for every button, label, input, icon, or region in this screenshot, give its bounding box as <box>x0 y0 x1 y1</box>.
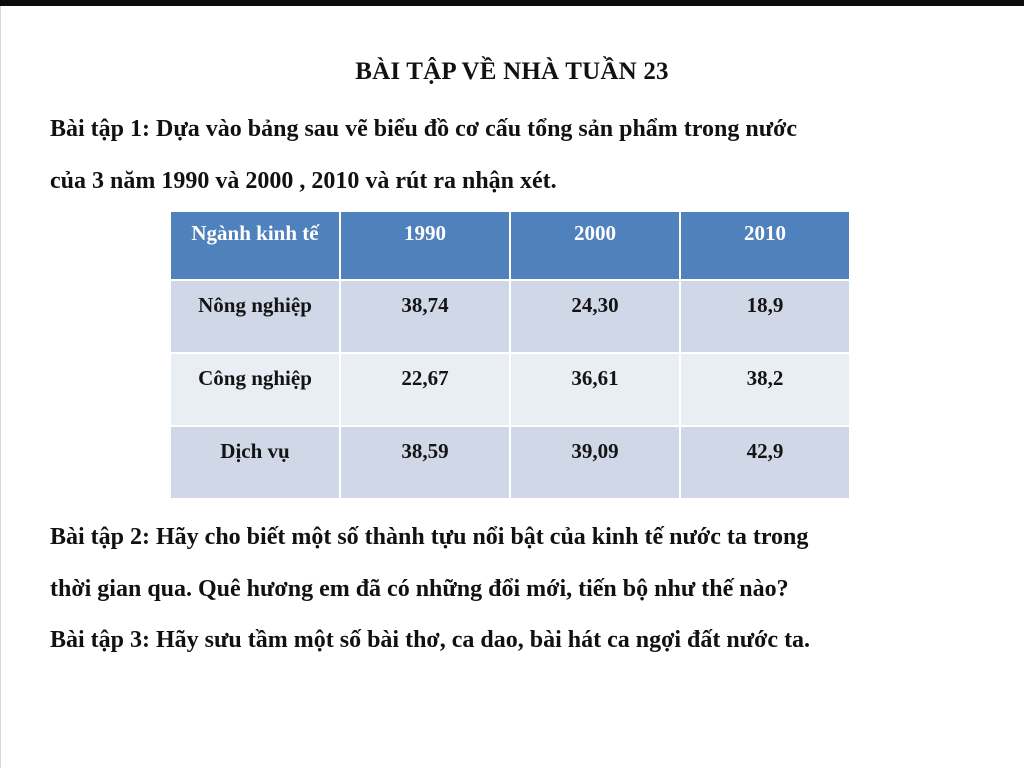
cell-value: 18,9 <box>680 280 850 353</box>
cell-value: 38,74 <box>340 280 510 353</box>
cell-sector: Nông nghiệp <box>170 280 340 353</box>
table-row <box>170 280 850 353</box>
cell-sector: Công nghiệp <box>170 353 340 426</box>
header-year-2000: 2000 <box>510 211 680 280</box>
table-row <box>170 426 850 499</box>
gdp-structure-table <box>169 210 851 500</box>
cell-value: 36,61 <box>510 353 680 426</box>
table-header-row <box>170 211 850 280</box>
cell-sector: Dịch vụ <box>170 426 340 499</box>
header-sector: Ngành kinh tế <box>170 211 340 280</box>
top-border <box>0 0 1024 6</box>
cell-value: 22,67 <box>340 353 510 426</box>
cell-value: 38,59 <box>340 426 510 499</box>
header-year-2010: 2010 <box>680 211 850 280</box>
exercise-2-line-2: thời gian qua. Quê hương em đã có những đổi mới, tiến bộ như thế nào? <box>50 576 789 602</box>
cell-value: 42,9 <box>680 426 850 499</box>
table-row <box>170 353 850 426</box>
header-year-1990: 1990 <box>340 211 510 280</box>
left-border <box>0 6 1 768</box>
exercise-3-line-1: Bài tập 3: Hãy sưu tầm một số bài thơ, ca dao, bài hát ca ngợi đất nước ta. <box>50 627 811 653</box>
exercise-1 <box>50 103 990 207</box>
cell-value: 38,2 <box>680 353 850 426</box>
exercise-1-line-2: của 3 năm 1990 và 2000 , 2010 và rút ra nhận xét. <box>50 168 557 194</box>
page-title: BÀI TẬP VỀ NHÀ TUẦN 23 <box>355 58 669 85</box>
cell-value: 39,09 <box>510 426 680 499</box>
exercise-1-line-1: Bài tập 1: Dựa vào bảng sau vẽ biểu đồ cơ cấu tổng sản phẩm trong nước <box>50 116 798 142</box>
cell-value: 24,30 <box>510 280 680 353</box>
exercise-2 <box>50 511 990 615</box>
exercise-2-line-1: Bài tập 2: Hãy cho biết một số thành tựu nổi bật của kinh tế nước ta trong <box>50 524 809 550</box>
exercise-3 <box>50 614 990 666</box>
